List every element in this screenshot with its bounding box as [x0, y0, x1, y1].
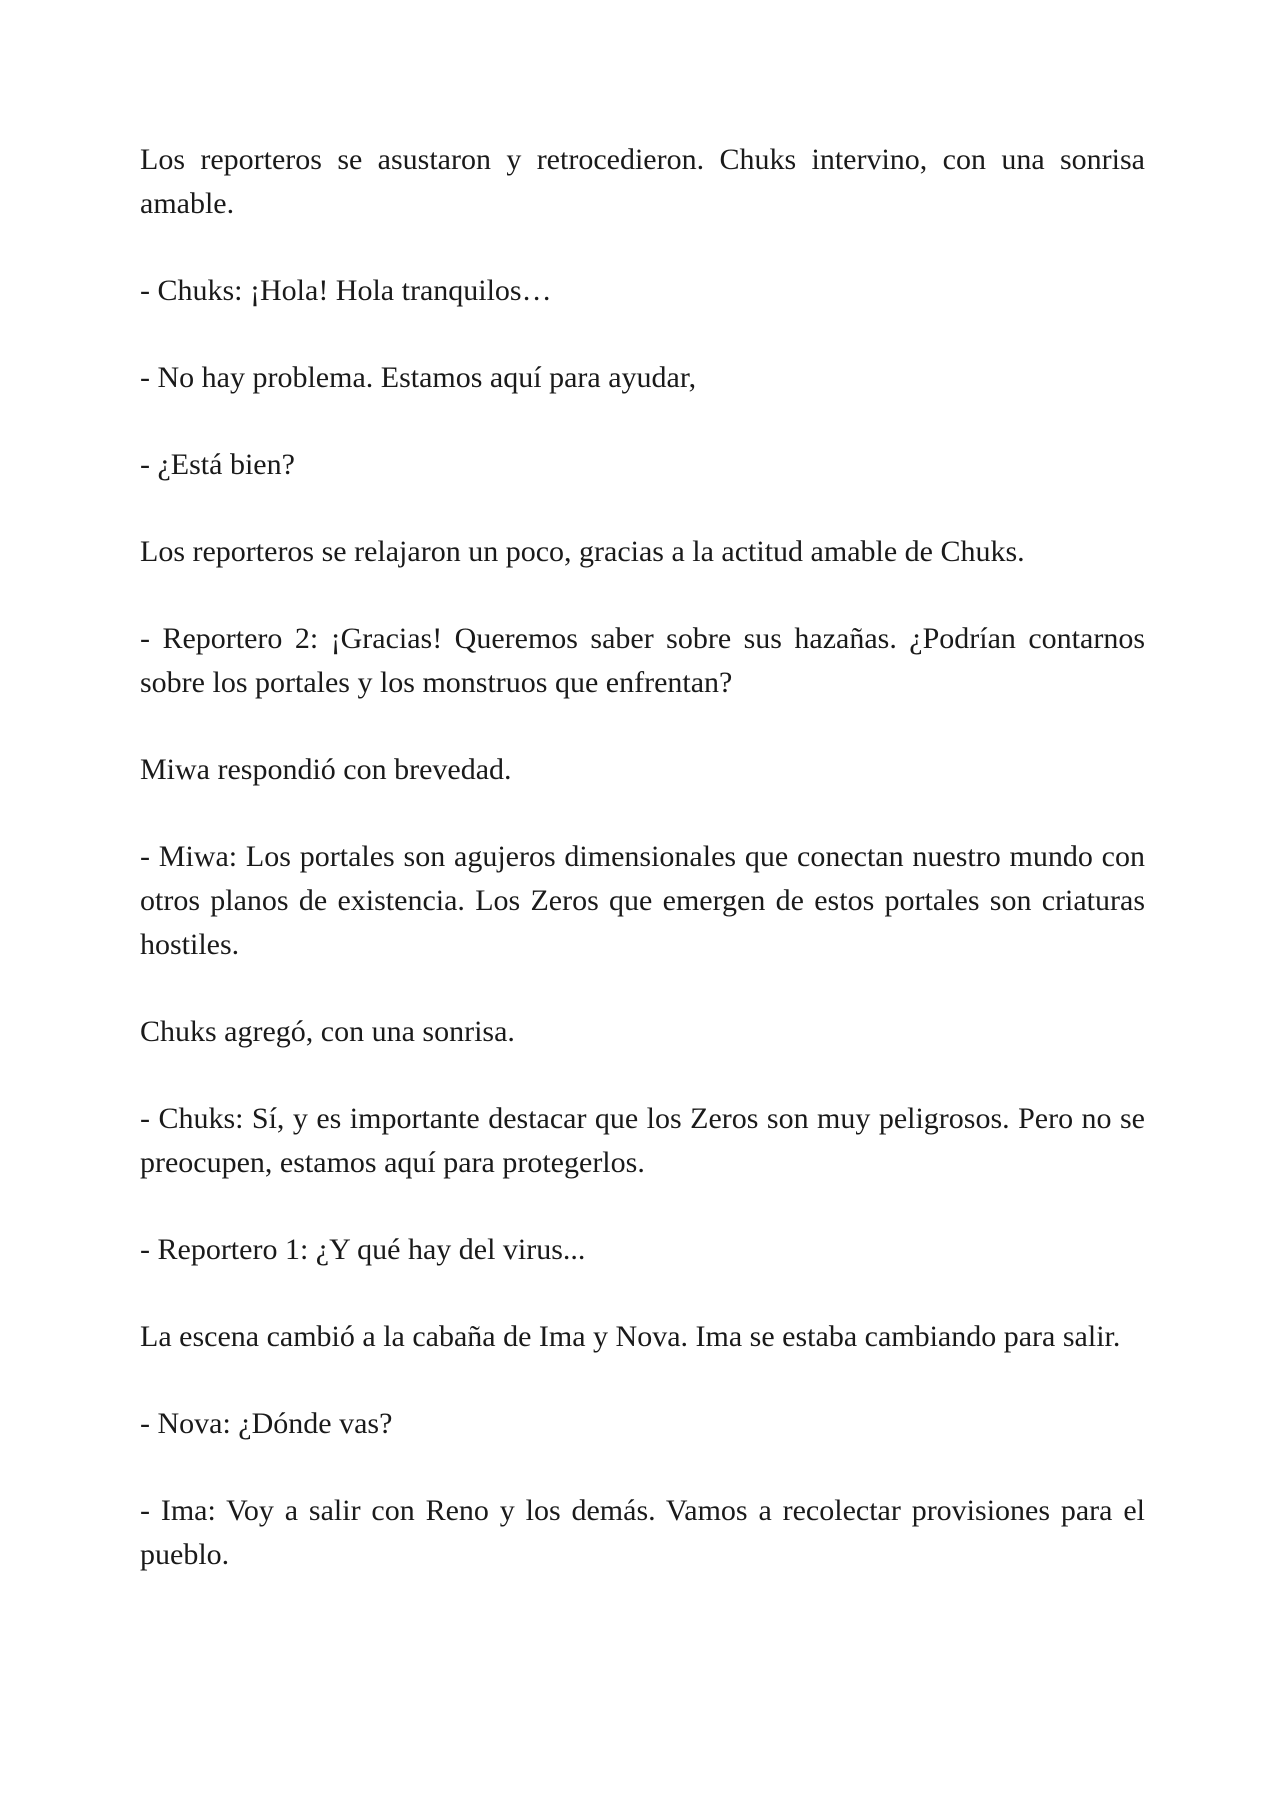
dialogue-chuks-hola: - Chuks: ¡Hola! Hola tranquilos…	[140, 274, 552, 307]
dialogue-no-problema: - No hay problema. Estamos aquí para ayudar,	[140, 361, 697, 394]
dialogue-miwa: - Miwa: Los portales son agujeros dimensionales que conectan nuestro mundo con otros planos de existencia. Los Zeros que emergen de estos portales son criaturas hostiles.	[140, 840, 1145, 961]
paragraph-miwa-respondio: Miwa respondió con brevedad.	[140, 753, 512, 786]
paragraph-escena-cambio: La escena cambió a la cabaña de Ima y Nova. Ima se estaba cambiando para salir.	[140, 1320, 1121, 1353]
dialogue-esta-bien: - ¿Está bien?	[140, 448, 295, 481]
dialogue-ima: - Ima: Voy a salir con Reno y los demás. Vamos a recolectar provisiones para el pueblo.	[140, 1494, 1145, 1571]
dialogue-chuks-zeros: - Chuks: Sí, y es importante destacar que los Zeros son muy peligrosos. Pero no se preocupen, estamos aquí para protegerlos.	[140, 1102, 1145, 1179]
paragraph-chuks-agrego: Chuks agregó, con una sonrisa.	[140, 1015, 515, 1048]
paragraph-intro: Los reporteros se asustaron y retrocedieron. Chuks intervino, con una sonrisa amable.	[140, 143, 1145, 220]
dialogue-reportero-2: - Reportero 2: ¡Gracias! Queremos saber sobre sus hazañas. ¿Podrían contarnos sobre los portales y los monstruos que enfrentan?	[140, 622, 1145, 699]
paragraph-reporteros-relajaron: Los reporteros se relajaron un poco, gracias a la actitud amable de Chuks.	[140, 535, 1025, 568]
dialogue-nova: - Nova: ¿Dónde vas?	[140, 1407, 393, 1440]
dialogue-reportero-1: - Reportero 1: ¿Y qué hay del virus...	[140, 1233, 586, 1266]
